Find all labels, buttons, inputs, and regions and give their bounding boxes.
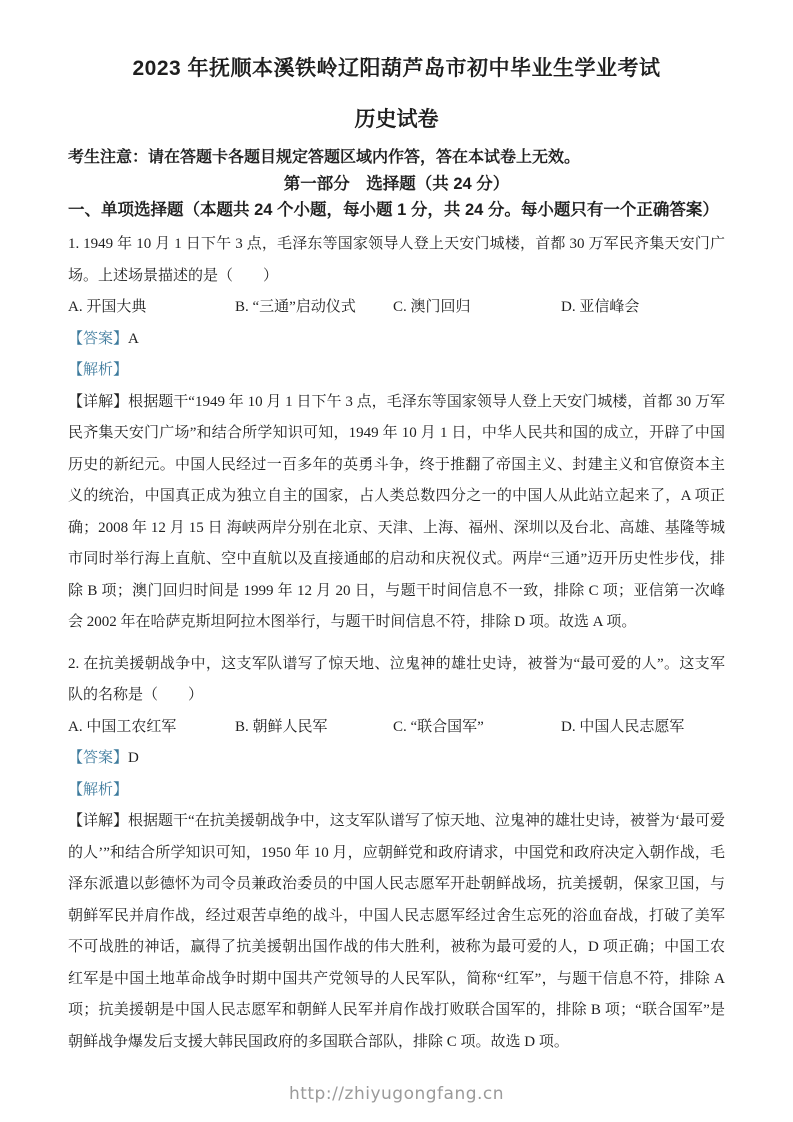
question-1-answer-value: A [128,330,139,347]
candidate-notice: 考生注意：请在答题卡各题目规定答题区域内作答，答在本试卷上无效。 [68,149,581,166]
question-2-detail-text: 根据题干“在抗美援朝战争中，这支军队谱写了惊天地、泣鬼神的雄壮史诗，被誉为‘最可爱的人’”和结合所学知识可知，1950 年 10 月，应朝鲜党和政府请求，中国党和政府决定入朝作战，毛泽东派遣以彭德怀为司令员兼政治委员的中国人民志愿军开赴朝鲜战场，抗美援朝，保家卫国，与朝鲜军民并肩作战，经过艰苦卓绝的战斗，中国人民志愿军经过舍生忘死的浴血奋战，打破了美军不可战胜的神话，赢得了抗美援朝出国作战的伟大胜利，被称为最可爱的人，D 项正确；中国工农红军是中国土地革命战争时期中国共产党领导的人民军队，简称“红军”，与题干信息不符，排除 A 项；抗美援朝是中国人民志愿军和朝鲜人民军并肩作战打败联合国军的，排除 B 项；“联合国军”是朝鲜战争爆发后支援大韩民国政府的多国联合部队，排除 C 项。故选 D 项。 [68,813,725,1050]
question-2 [68,649,725,1059]
question-1-option-a: A. 开国大典 [68,299,147,315]
subsection-heading: 一、单项选择题（本题共 24 个小题，每小题 1 分，共 24 分。每小题只有一个正确答案） [68,201,719,219]
question-2-stem: 2. 在抗美援朝战争中，这支军队谱写了惊天地、泣鬼神的雄壮史诗，被誉为“最可爱的人”。这支军队的名称是（ ） [68,655,725,703]
question-2-answer-value: D [128,750,139,766]
question-2-option-b: B. 朝鲜人民军 [235,718,328,735]
question-1-detail [68,387,725,639]
analysis-label: 【解析】 [68,781,129,798]
question-2-detail [68,806,725,1058]
question-1-answer-line [68,324,725,356]
question-2-option-d: D. 中国人民志愿军 [561,718,685,735]
exam-subtitle: 历史试卷 [354,108,439,131]
question-2-analysis-line [68,775,725,807]
section-heading: 第一部分 选择题（共 24 分） [283,175,510,193]
question-1-options [68,292,725,324]
answer-label: 【答案】 [68,750,129,766]
detail-label: 【详解】 [68,813,129,829]
footer-url: http://zhiyugongfang.cn [288,1084,505,1104]
detail-label: 【详解】 [68,393,129,410]
question-2-options [68,712,725,744]
question-2-answer-line [68,743,725,775]
question-1-detail-text: 根据题干“1949 年 10 月 1 日下午 3 点，毛泽东等国家领导人登上天安门城楼，首都 30 万军民齐集天安门广场”和结合所学知识可知，1949 年 10 月 1 日，中华人民共和国的成立，开辟了中国历史的新纪元。中国人民经过一百多年的英勇斗争，终于推翻了帝国主义、封建主义和官僚资本主义的统治，中国真正成为独立自主的国家，占人类总数四分之一的中国人从此站立起来了，A 项正确；2008 年 12 月 15 日 海峡两岸分别在北京、天津、上海、福州、深圳以及台北、高雄、基隆等城市同时举行海上直航、空中直航以及直接通邮的启动和庆祝仪式。两岸“三通”迈开历史性步伐，排除 B 项；澳门回归时间是 1999 年 12 月 20 日，与题干时间信息不一致，排除 C 项；亚信第一次峰会 2002 年在哈萨克斯坦阿拉木图举行，与题干时间信息不符，排除 D 项。故选 A 项。 [68,393,725,630]
analysis-label: 【解析】 [68,362,129,378]
exam-title: 2023 年抚顺本溪铁岭辽阳葫芦岛市初中毕业生学业考试 [132,57,661,80]
question-1-option-c: C. 澳门回归 [393,299,471,315]
question-1-option-b: B. “三通”启动仪式 [235,299,356,315]
question-1-analysis-line [68,355,725,387]
question-1 [68,229,725,639]
question-1-option-d: D. 亚信峰会 [561,299,640,315]
question-2-option-c: C. “联合国军” [393,718,484,735]
question-2-option-a: A. 中国工农红军 [68,718,177,735]
answer-label: 【答案】 [68,330,129,347]
question-1-stem: 1. 1949 年 10 月 1 日下午 3 点，毛泽东等国家领导人登上天安门城楼，首都 30 万军民齐集天安门广场。上述场景描述的是（ ） [68,236,725,284]
